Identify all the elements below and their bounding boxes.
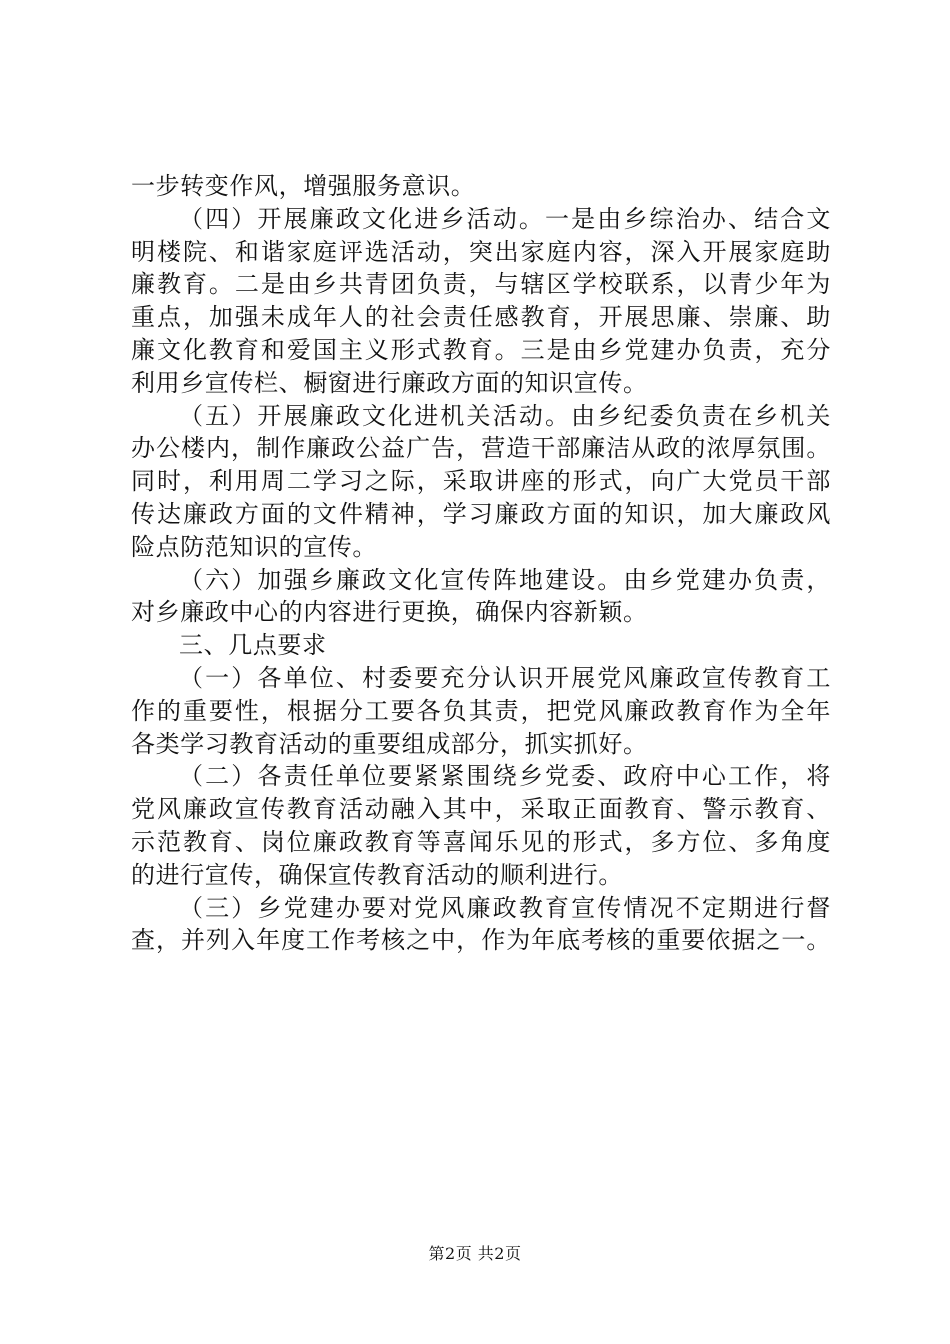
text-line: 的进行宣传，确保宣传教育活动的顺利进行。 [131,860,623,889]
text-line: 同时，利用周二学习之际，采取讲座的形式，向广大党员干部 [131,467,831,496]
text-line: 传达廉政方面的文件精神，学习廉政方面的知识，加大廉政风 [131,499,831,528]
text-line: 党风廉政宣传教育活动融入其中，采取正面教育、警示教育、 [131,795,831,824]
text-line: 示范教育、岗位廉政教育等喜闻乐见的形式，多方位、多角度 [131,827,831,856]
text-line: 作的重要性，根据分工要各负其责，把党风廉政教育作为全年 [131,696,831,725]
text-line: 险点防范知识的宣传。 [131,532,377,561]
text-line: 三、几点要求 [179,631,327,660]
text-line: 重点，加强未成年人的社会责任感教育，开展思廉、崇廉、助 [131,303,831,332]
text-line: （四）开展廉政文化进乡活动。一是由乡综治办、结合文 [179,204,831,233]
text-line: 明楼院、和谐家庭评选活动，突出家庭内容，深入开展家庭助 [131,237,831,266]
text-line: （六）加强乡廉政文化宣传阵地建设。由乡党建办负责， [179,565,831,594]
text-line: （一）各单位、村委要充分认识开展党风廉政宣传教育工 [179,663,831,692]
text-line: 查，并列入年度工作考核之中，作为年底考核的重要依据之一。 [131,926,831,955]
text-line: 一步转变作风，增强服务意识。 [131,172,476,200]
text-line: （二）各责任单位要紧紧围绕乡党委、政府中心工作，将 [179,762,831,791]
text-line: 办公楼内，制作廉政公益广告，营造干部廉洁从政的浓厚氛围。 [131,434,831,463]
text-line: 利用乡宣传栏、橱窗进行廉政方面的知识宣传。 [131,368,648,397]
text-line: 廉教育。二是由乡共青团负责，与辖区学校联系，以青少年为 [131,270,831,299]
text-line: 对乡廉政中心的内容进行更换，确保内容新颖。 [131,598,648,627]
text-line: 各类学习教育活动的重要组成部分，抓实抓好。 [131,729,648,758]
body-text [131,170,831,957]
text-line: （五）开展廉政文化进机关活动。由乡纪委负责在乡机关 [179,401,831,430]
text-line: （三）乡党建办要对党风廉政教育宣传情况不定期进行督 [179,893,831,922]
text-line: 廉文化教育和爱国主义形式教育。三是由乡党建办负责，充分 [131,335,831,364]
page-footer: 第2页 共2页 [428,1244,522,1263]
